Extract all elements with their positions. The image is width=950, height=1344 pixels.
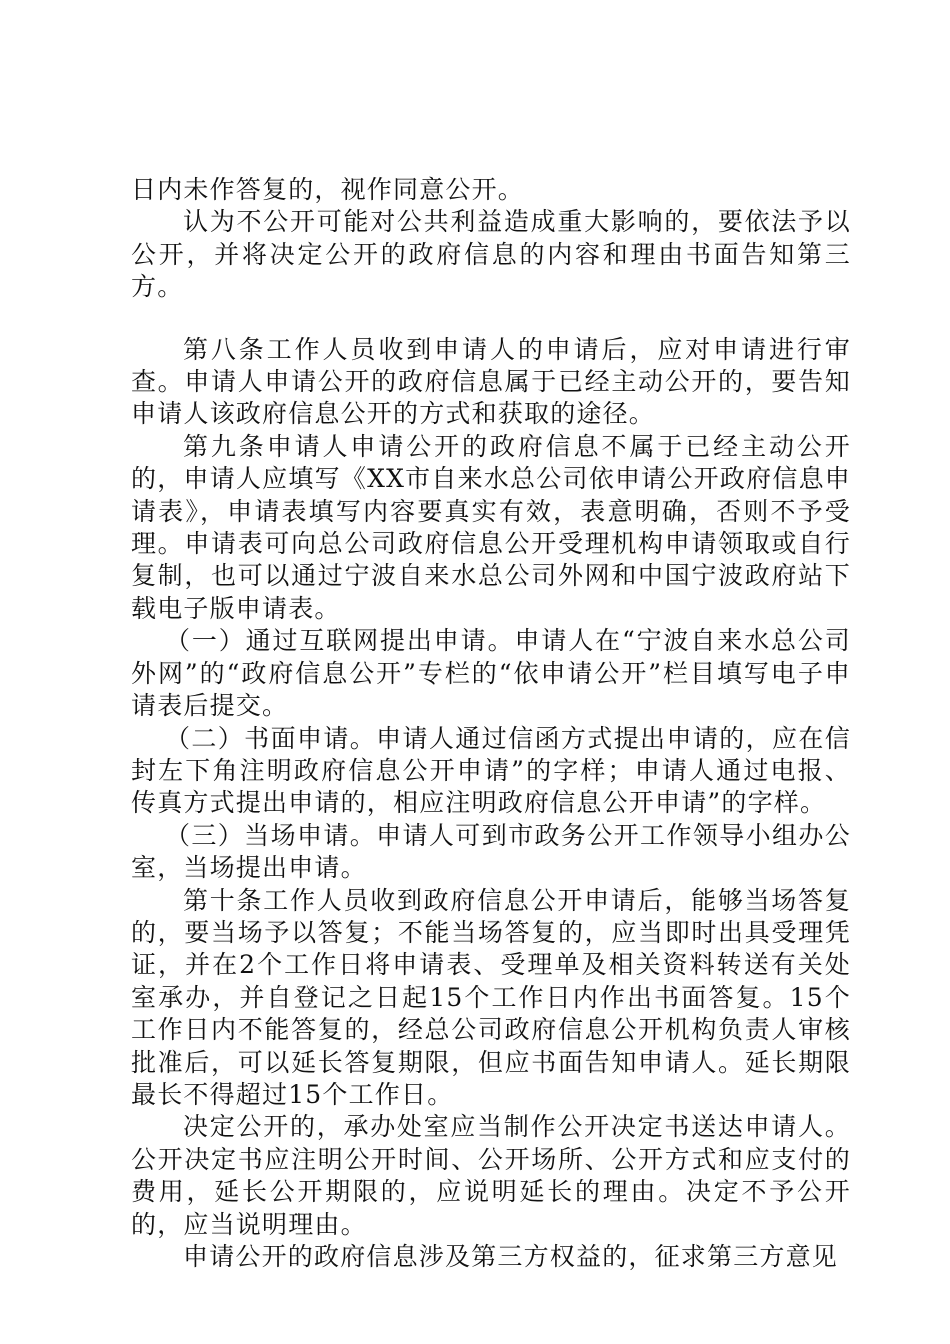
paragraph-spacer bbox=[131, 304, 851, 334]
article-8-paragraph: 第八条工作人员收到申请人的申请后，应对申请进行审查。申请人申请公开的政府信息属于已经主动公开的，要告知申请人该政府信息公开的方式和获取的途径。 bbox=[131, 334, 851, 429]
item-3-paragraph: （三）当场申请。申请人可到市政务公开工作领导小组办公室，当场提出申请。 bbox=[131, 820, 851, 883]
article-10-paragraph: 第十条工作人员收到政府信息公开申请后，能够当场答复的，要当场予以答复；不能当场答复的，应当即时出具受理凭证，并在2个工作日将申请表、受理单及相关资料转送有关处室承办，并自登记之日起15个工作日内作出书面答复。15个工作日内不能答复的，经总公司政府信息公开机构负责人审核批准后，可以延长答复期限，但应书面告知申请人。延长期限最长不得超过15个工作日。 bbox=[131, 885, 851, 1109]
paragraph: 认为不公开可能对公共利益造成重大影响的，要依法予以公开，并将决定公开的政府信息的内容和理由书面告知第三方。 bbox=[131, 207, 851, 302]
paragraph: 决定公开的，承办处室应当制作公开决定书送达申请人。公开决定书应注明公开时间、公开场所、公开方式和应支付的费用，延长公开期限的，应说明延长的理由。决定不予公开的，应当说明理由。 bbox=[131, 1112, 851, 1239]
paragraph: 申请公开的政府信息涉及第三方权益的，征求第三方意见 bbox=[183, 1242, 839, 1271]
item-1-paragraph: （一）通过互联网提出申请。申请人在“宁波自来水总公司外网”的“政府信息公开”专栏的“依申请公开”栏目填写电子申请表后提交。 bbox=[131, 626, 851, 721]
article-9-paragraph: 第九条申请人申请公开的政府信息不属于已经主动公开的，申请人应填写《XX市自来水总公司依申请公开政府信息申请表》，申请表填写内容要真实有效，表意明确，否则不予受理。申请表可向总公司政府信息公开受理机构申请领取或自行复制，也可以通过宁波自来水总公司外网和中国宁波政府站下载电子版申请表。 bbox=[131, 431, 851, 623]
paragraph: 日内未作答复的，视作同意公开。 bbox=[131, 175, 525, 204]
document-body bbox=[131, 174, 851, 1273]
item-2-paragraph: （二）书面申请。申请人通过信函方式提出申请的，应在信封左下角注明政府信息公开申请”的字样；申请人通过电报、传真方式提出申请的，相应注明政府信息公开申请”的字样。 bbox=[131, 723, 851, 818]
